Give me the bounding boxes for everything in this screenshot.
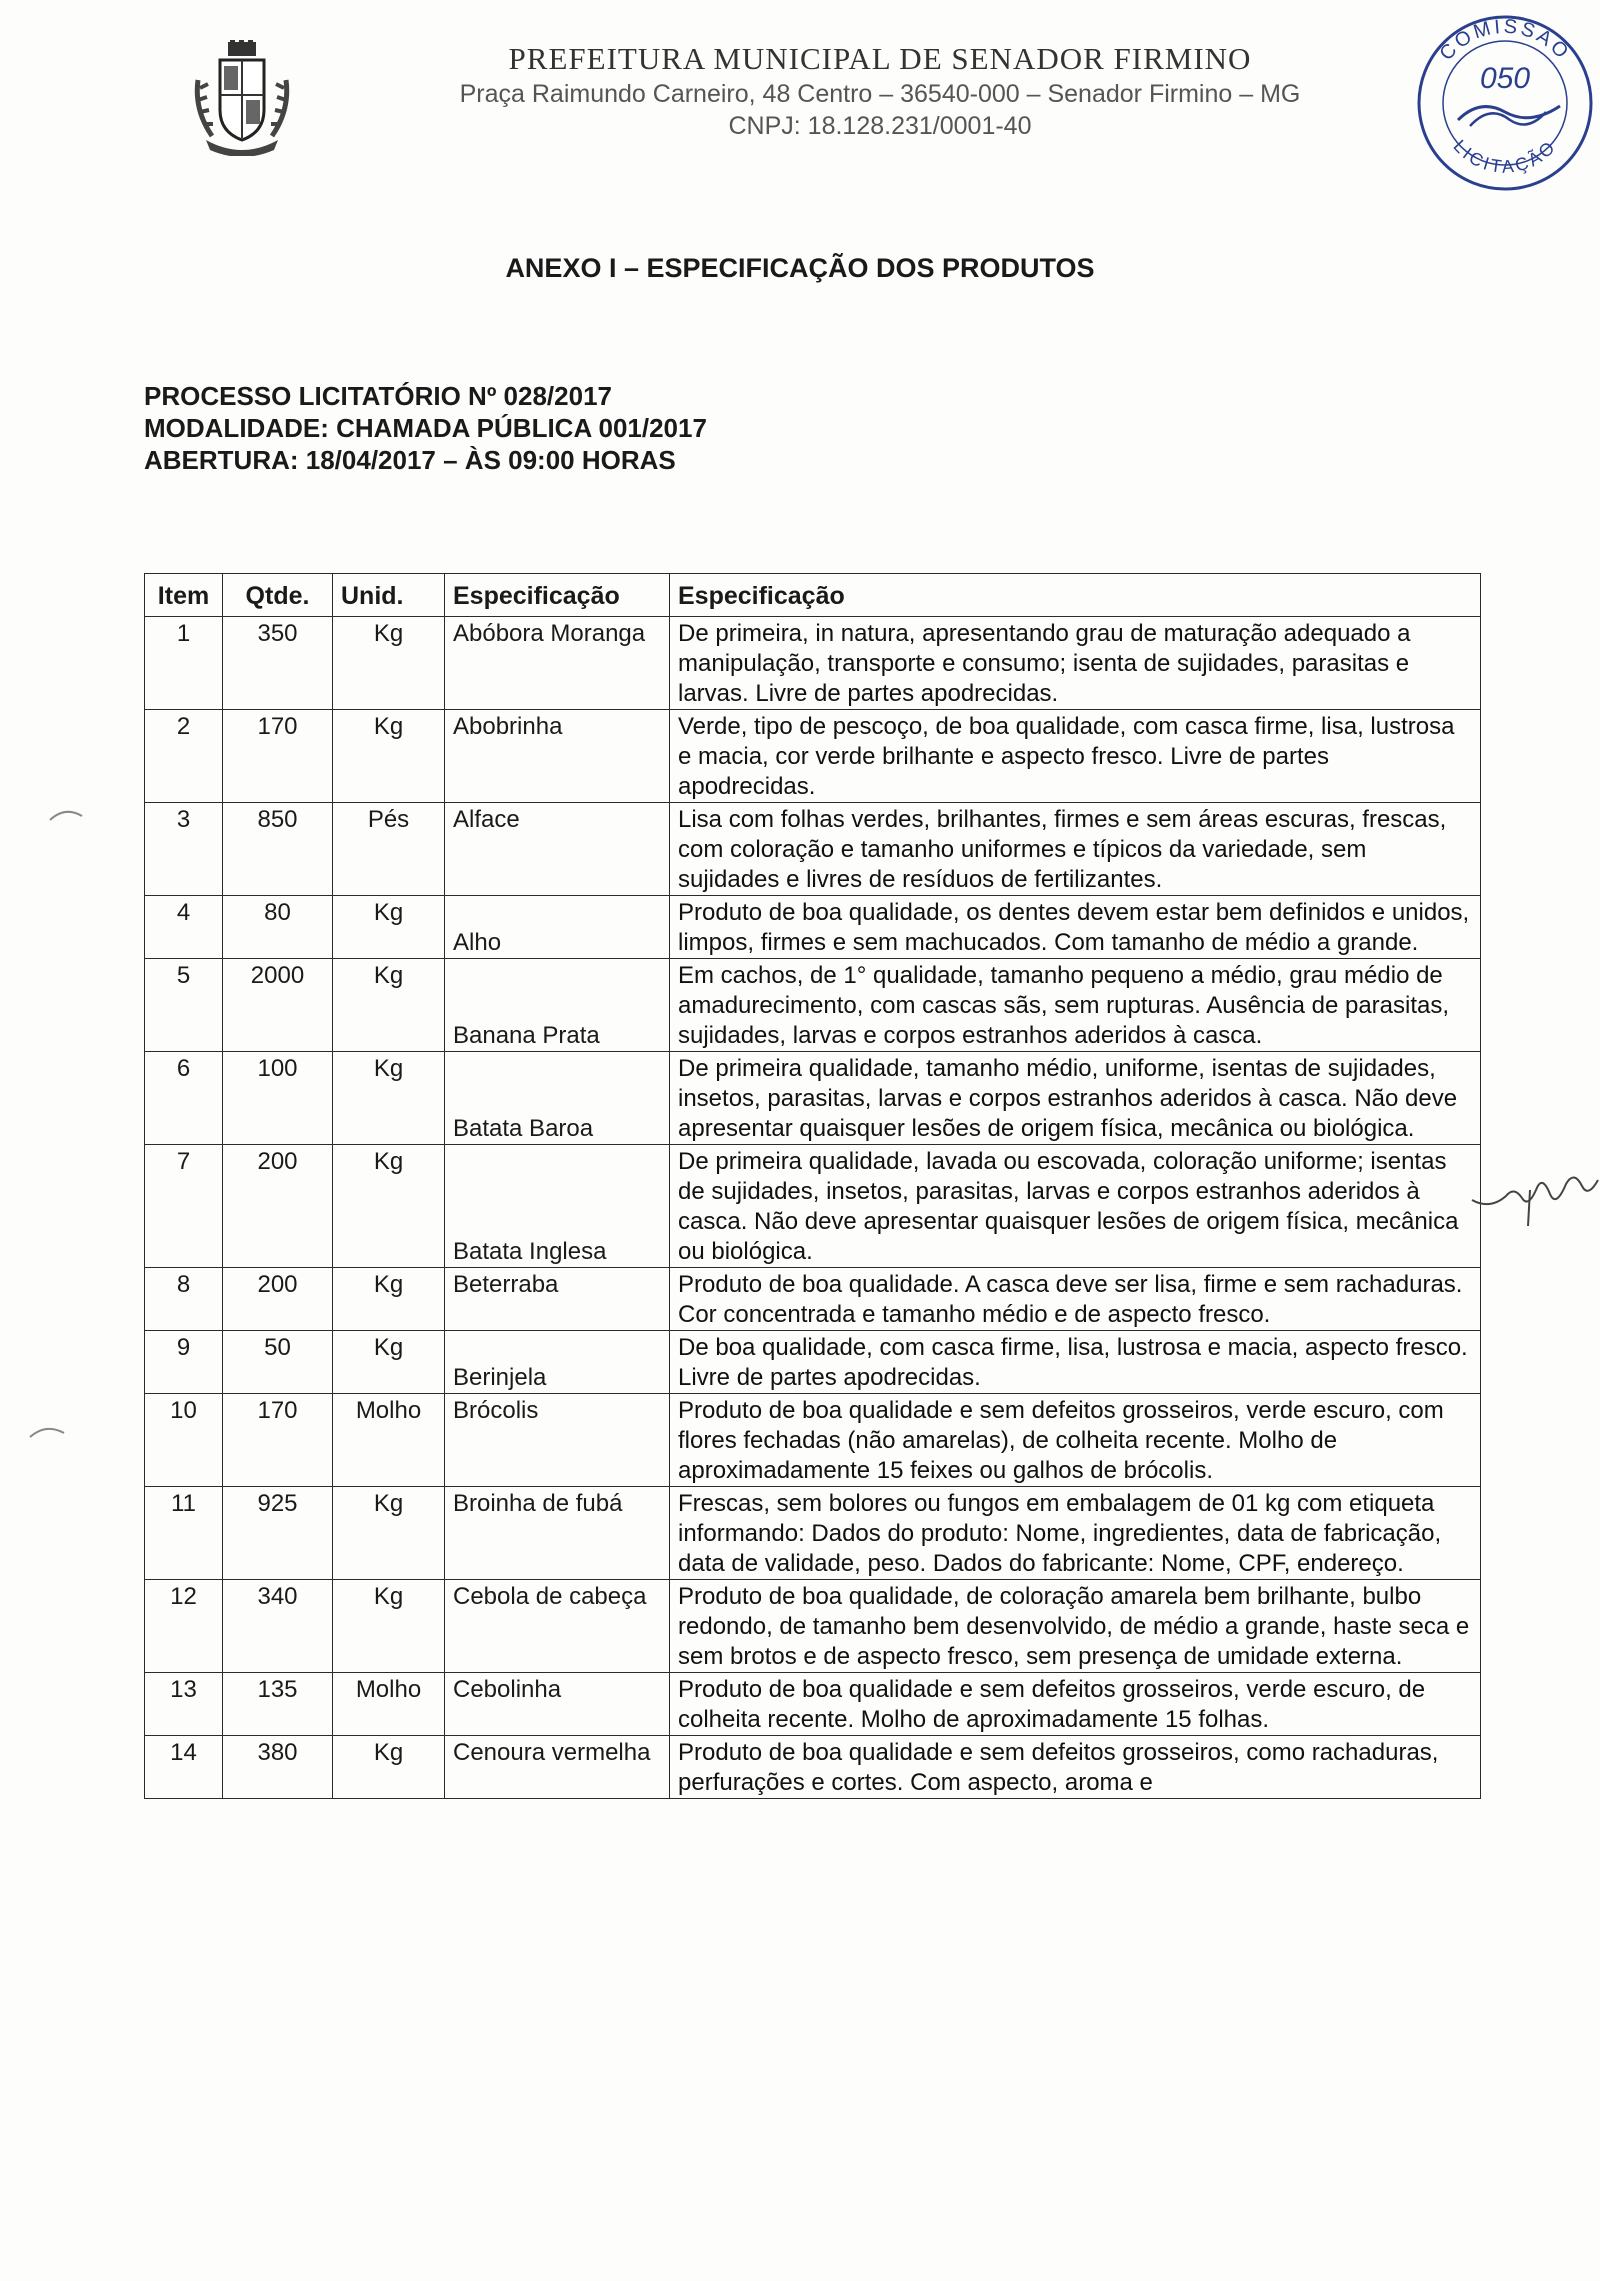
item-unit: Kg <box>333 1580 445 1673</box>
item-product-name: Batata Baroa <box>445 1052 670 1145</box>
table-row <box>145 803 1481 896</box>
item-specification: Produto de boa qualidade e sem defeitos grosseiros, como rachaduras, perfurações e cortes. Com aspecto, aroma e <box>670 1736 1481 1799</box>
header-specification: Especificação <box>670 574 1481 617</box>
item-product-name: Batata Inglesa <box>445 1145 670 1268</box>
item-number: 13 <box>145 1673 223 1736</box>
header-item: Item <box>145 574 223 617</box>
item-number: 4 <box>145 896 223 959</box>
table-row <box>145 1052 1481 1145</box>
item-product-name: Cebolinha <box>445 1673 670 1736</box>
table-row <box>145 1580 1481 1673</box>
item-quantity: 350 <box>223 617 333 710</box>
item-unit: Kg <box>333 1268 445 1331</box>
item-product-name: Abobrinha <box>445 710 670 803</box>
item-unit: Molho <box>333 1673 445 1736</box>
table-row <box>145 617 1481 710</box>
item-quantity: 135 <box>223 1673 333 1736</box>
header-product: Especificação <box>445 574 670 617</box>
item-quantity: 925 <box>223 1487 333 1580</box>
item-unit: Kg <box>333 1145 445 1268</box>
municipality-name: PREFEITURA MUNICIPAL DE SENADOR FIRMINO <box>508 41 1252 76</box>
stamp-number: 050 <box>1479 62 1531 95</box>
item-unit: Kg <box>333 710 445 803</box>
item-number: 9 <box>145 1331 223 1394</box>
item-specification: De primeira, in natura, apresentando grau de maturação adequado a manipulação, transporte e consumo; isenta de sujidades, parasitas e larvas. Livre de partes apodrecidas. <box>670 617 1481 710</box>
item-specification: Verde, tipo de pescoço, de boa qualidade, com casca firme, lisa, lustrosa e macia, cor verde brilhante e aspecto fresco. Livre de partes apodrecidas. <box>670 710 1481 803</box>
item-product-name: Alface <box>445 803 670 896</box>
table-header-row <box>145 574 1481 617</box>
item-quantity: 170 <box>223 1394 333 1487</box>
header-unit: Unid. <box>333 574 445 617</box>
item-quantity: 200 <box>223 1145 333 1268</box>
item-number: 10 <box>145 1394 223 1487</box>
item-specification: De primeira qualidade, lavada ou escovada, coloração uniforme; isentas de sujidades, insetos, parasitas, larvas e corpos estranhos aderidos à casca. Não deve apresentar quaisquer lesões de origem física, mecânica ou biológica. <box>670 1145 1481 1268</box>
item-unit: Kg <box>333 959 445 1052</box>
item-specification: De primeira qualidade, tamanho médio, uniforme, isentas de sujidades, insetos, parasitas, larvas e corpos estranhos aderidos à casca. Não deve apresentar quaisquer lesões de origem física, mecânica ou biológica. <box>670 1052 1481 1145</box>
process-modality: MODALIDADE: CHAMADA PÚBLICA 001/2017 <box>144 413 707 443</box>
process-opening: ABERTURA: 18/04/2017 – ÀS 09:00 HORAS <box>144 445 676 475</box>
item-number: 5 <box>145 959 223 1052</box>
process-number: PROCESSO LICITATÓRIO Nº 028/2017 <box>144 381 612 411</box>
item-number: 14 <box>145 1736 223 1799</box>
table-row <box>145 1394 1481 1487</box>
item-number: 7 <box>145 1145 223 1268</box>
table-row <box>145 1268 1481 1331</box>
item-quantity: 170 <box>223 710 333 803</box>
item-unit: Kg <box>333 1487 445 1580</box>
item-quantity: 380 <box>223 1736 333 1799</box>
table-row <box>145 896 1481 959</box>
item-product-name: Banana Prata <box>445 959 670 1052</box>
item-quantity: 200 <box>223 1268 333 1331</box>
item-quantity: 2000 <box>223 959 333 1052</box>
item-number: 2 <box>145 710 223 803</box>
municipality-address: Praça Raimundo Carneiro, 48 Centro – 36540-000 – Senador Firmino – MG <box>459 80 1301 108</box>
item-specification: Frescas, sem bolores ou fungos em embalagem de 01 kg com etiqueta informando: Dados do produto: Nome, ingredientes, data de fabricação, data de validade, peso. Dados do fabricante: Nome, CPF, endereço. <box>670 1487 1481 1580</box>
table-row <box>145 1487 1481 1580</box>
municipality-cnpj: CNPJ: 18.128.231/0001-40 <box>728 112 1032 140</box>
item-number: 6 <box>145 1052 223 1145</box>
item-product-name: Broinha de fubá <box>445 1487 670 1580</box>
commission-stamp <box>1410 8 1600 198</box>
item-quantity: 340 <box>223 1580 333 1673</box>
item-product-name: Alho <box>445 896 670 959</box>
svg-text:LICITAÇÃO <box>1449 136 1560 177</box>
item-specification: Lisa com folhas verdes, brilhantes, firmes e sem áreas escuras, frescas, com coloração e tamanho uniformes e típicos da variedade, sem sujidades e livres de resíduos de fertilizantes. <box>670 803 1481 896</box>
item-quantity: 100 <box>223 1052 333 1145</box>
item-specification: De boa qualidade, com casca firme, lisa, lustrosa e macia, aspecto fresco. Livre de partes apodrecidas. <box>670 1331 1481 1394</box>
table-row <box>145 1145 1481 1268</box>
item-specification: Em cachos, de 1° qualidade, tamanho pequeno a médio, grau médio de amadurecimento, com cascas sãs, sem rupturas. Ausência de parasitas, sujidades, larvas e corpos estranhos aderidos à casca. <box>670 959 1481 1052</box>
table-body <box>145 617 1481 1799</box>
item-product-name: Cebola de cabeça <box>445 1580 670 1673</box>
item-specification: Produto de boa qualidade e sem defeitos grosseiros, verde escuro, com flores fechadas (não amarelas), de colheita recente. Molho de aproximadamente 15 feixes ou galhos de brócolis. <box>670 1394 1481 1487</box>
letterhead <box>360 40 1400 142</box>
item-unit: Molho <box>333 1394 445 1487</box>
header-quantity: Qtde. <box>223 574 333 617</box>
table-row <box>145 1331 1481 1394</box>
item-specification: Produto de boa qualidade. A casca deve ser lisa, firme e sem rachaduras. Cor concentrada e tamanho médio e de aspecto fresco. <box>670 1268 1481 1331</box>
item-number: 11 <box>145 1487 223 1580</box>
item-specification: Produto de boa qualidade e sem defeitos grosseiros, verde escuro, de colheita recente. Molho de aproximadamente 15 folhas. <box>670 1673 1481 1736</box>
item-product-name: Berinjela <box>445 1331 670 1394</box>
item-unit: Pés <box>333 803 445 896</box>
item-quantity: 50 <box>223 1331 333 1394</box>
item-specification: Produto de boa qualidade, de coloração amarela bem brilhante, bulbo redondo, de tamanho bem desenvolvido, de médio a grande, haste seca e sem brotos e de aspecto fresco, sem presença de umidade externa. <box>670 1580 1481 1673</box>
table-row <box>145 959 1481 1052</box>
item-product-name: Cenoura vermelha <box>445 1736 670 1799</box>
stamp-top-text: COMISSÃO <box>1435 15 1575 65</box>
item-number: 1 <box>145 617 223 710</box>
item-unit: Kg <box>333 896 445 959</box>
table-row <box>145 1736 1481 1799</box>
item-unit: Kg <box>333 1331 445 1394</box>
item-number: 12 <box>145 1580 223 1673</box>
item-unit: Kg <box>333 1736 445 1799</box>
item-quantity: 80 <box>223 896 333 959</box>
table-row <box>145 1673 1481 1736</box>
process-info <box>144 380 707 476</box>
punch-hole-mark-icon-2 <box>22 1415 72 1465</box>
products-table <box>144 573 1481 1799</box>
item-number: 8 <box>145 1268 223 1331</box>
item-product-name: Abóbora Moranga <box>445 617 670 710</box>
annex-title: ANEXO I – ESPECIFICAÇÃO DOS PRODUTOS <box>505 253 1095 283</box>
item-unit: Kg <box>333 1052 445 1145</box>
stamp-bottom-text: LICITAÇÃO <box>1449 135 1561 177</box>
item-quantity: 850 <box>223 803 333 896</box>
municipal-crest-icon <box>192 40 292 156</box>
item-specification: Produto de boa qualidade, os dentes devem estar bem definidos e unidos, limpos, firmes e sem machucados. Com tamanho de médio a grande. <box>670 896 1481 959</box>
rubric-signature-icon <box>1470 1150 1600 1240</box>
item-product-name: Beterraba <box>445 1268 670 1331</box>
item-number: 3 <box>145 803 223 896</box>
table-row <box>145 710 1481 803</box>
punch-hole-mark-icon <box>40 800 90 850</box>
item-product-name: Brócolis <box>445 1394 670 1487</box>
item-unit: Kg <box>333 617 445 710</box>
